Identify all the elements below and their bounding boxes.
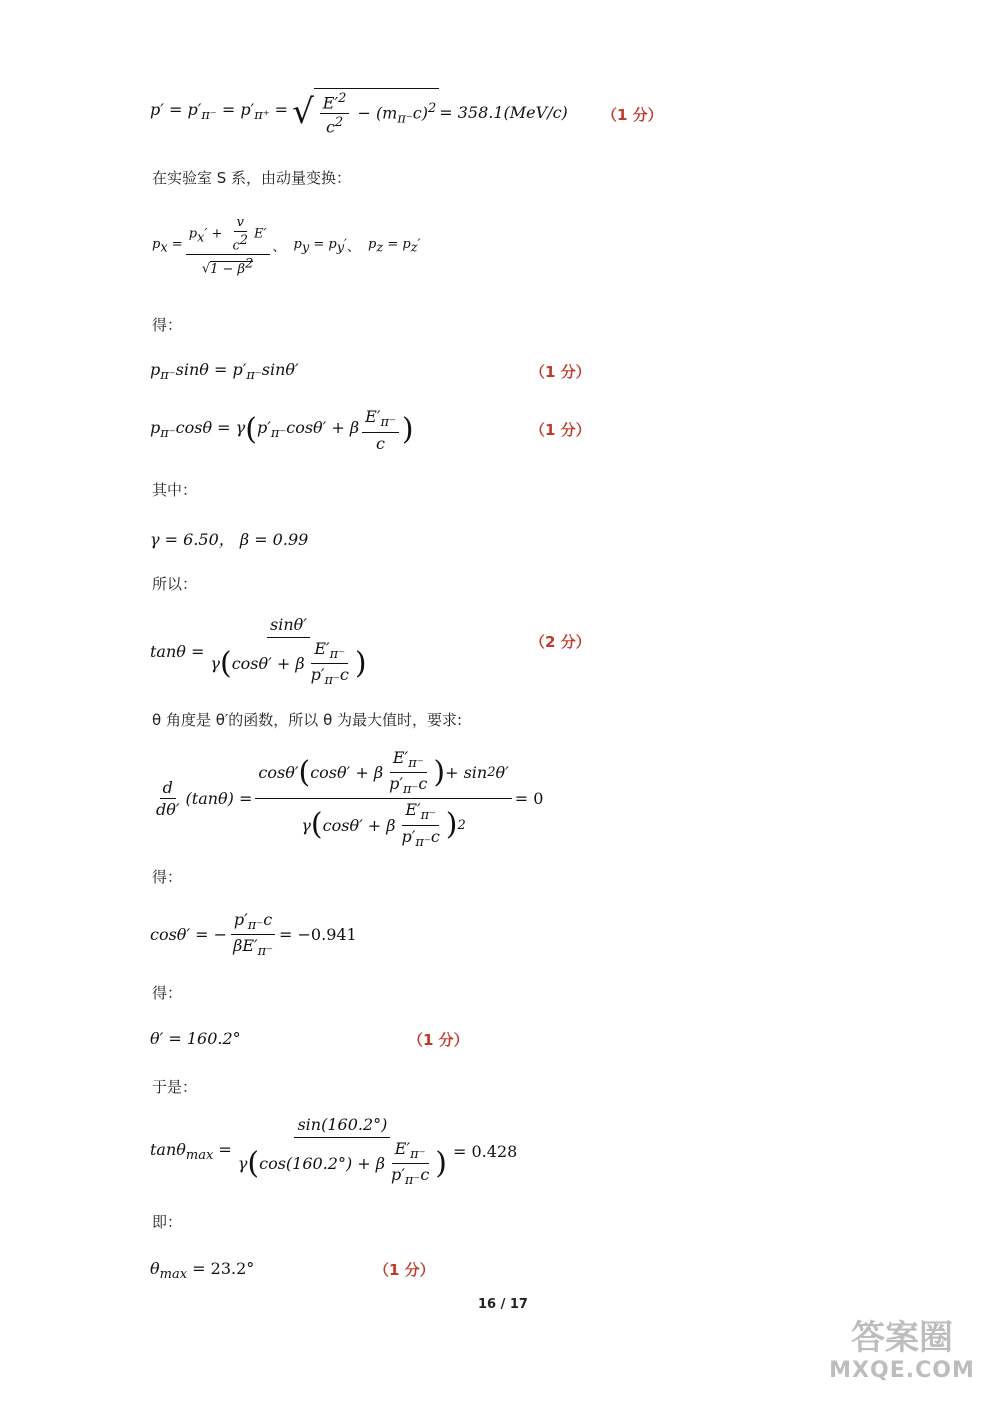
watermark-line1: 答案圈 <box>851 1318 953 1358</box>
text-therefore: 所以： <box>152 575 198 593</box>
score-eq3: （1 分） <box>530 363 591 381</box>
text-obtain-1: 得： <box>152 316 183 334</box>
score-eq1: （1 分） <box>602 106 663 124</box>
equation-transverse-momentum: $p_{\pi^-}\sin\theta = p'_{\pi^-}\sin\theta'$ <box>150 360 299 384</box>
equation-tan-theta-max: tanθ$_{max}$ = sin(160.2°) γ ( cos(160.2°) + β $\frac{E'_{\pi^-}}{p'_{\pi^-}c}$ ) = 0.428 <box>150 1115 518 1189</box>
page-number: 16 / 17 <box>478 1297 528 1312</box>
equation-theta-max-value: $\theta_{max} = 23.2^\circ$ <box>150 1259 255 1283</box>
text-theta-function: θ 角度是 θ′的函数，所以 θ 为最大值时，要求: <box>152 711 463 729</box>
watermark-line2: MXQE.COM <box>829 1358 975 1383</box>
text-where: 其中： <box>152 481 198 499</box>
text-momentum-transform-intro: 在实验室 S 系，由动量变换： <box>152 169 352 187</box>
equation-theta-prime-value: θ′ = 160.2° <box>150 1029 241 1048</box>
equation-cos-theta-prime: cosθ′ = − $\frac{p'_{\pi^-}c}{\beta E'_{\pi^-}}$ = −0.941 <box>150 910 357 960</box>
equation-gamma-beta: γ = 6.50， β = 0.99 <box>150 530 309 549</box>
text-obtain-2: 得： <box>152 868 183 886</box>
score-eq4: （1 分） <box>530 421 591 439</box>
equation-longitudinal-momentum: $p_{\pi^-}\cos\theta = \gamma$ ( $p'_{\pi^-}\cos\theta' + \beta$ $\frac{E'_{\pi^-}}{c}$ ) <box>150 407 414 453</box>
equation-derivative-condition: $\frac{d}{d\theta'}$ (tanθ) = cosθ′ ( cosθ′ + β $\frac{E'_{\pi^-}}{p'_{\pi^-}c}$ ) + sin 2 θ′ γ ( cosθ′ + β $\frac{E'_{\pi^-}}{p'_{\pi^-}c}$ ) 2 = 0 <box>156 748 544 850</box>
equation-tan-theta: tanθ = sinθ′ γ ( cosθ′ + β $\frac{E'_{\pi^-}}{p'_{\pi^-}c}$ ) <box>150 615 367 689</box>
watermark-logo <box>822 1318 982 1384</box>
equation-lorentz-transform: $p_x$ = $p_x'$ + $\frac{v}{c^2}$ E′ $√1 - \beta^2$ 、 $p_y = p_y'$ 、 $p_z = p_z'$ <box>152 215 421 277</box>
score-eq11: （1 分） <box>374 1261 435 1279</box>
text-hence: 于是： <box>152 1078 198 1096</box>
score-eq6: （2 分） <box>530 633 591 651</box>
text-namely: 即： <box>152 1213 183 1231</box>
text-obtain-3: 得： <box>152 984 183 1002</box>
score-eq9: （1 分） <box>408 1031 469 1049</box>
equation-momentum-magnitude: $p' = p'_{\pi^-} = p'_{\pi^+}$ = √ $\frac{E'^2}{c^2}$ − $(m_{\pi^-}c)^2$ = 358.1(MeV/c) <box>150 82 568 142</box>
